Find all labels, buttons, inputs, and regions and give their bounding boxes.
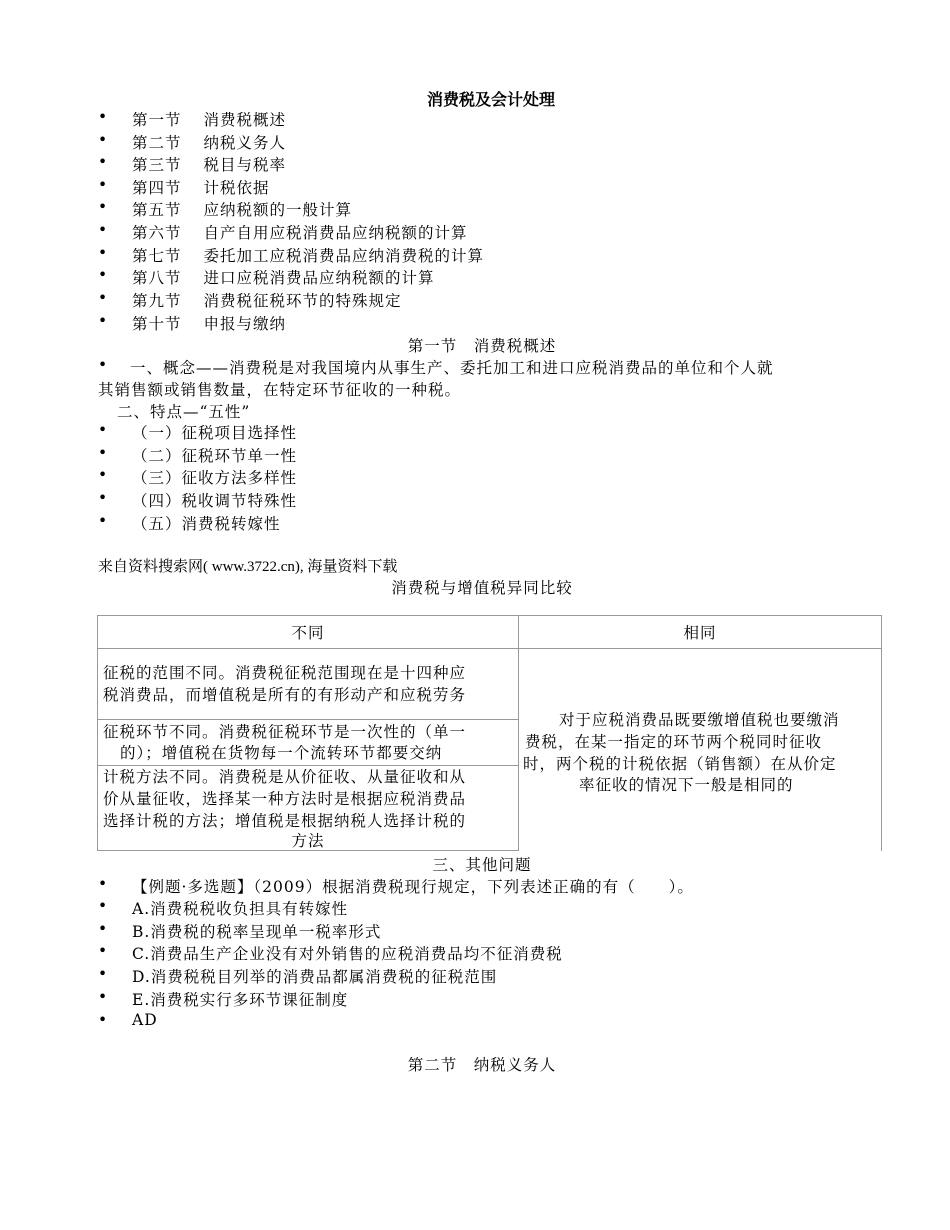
diff-cell-scope: 征税的范围不同。消费税征税范围现在是十四种应 税消费品，而增值税是所有的有形动产和应税劳务 xyxy=(97,648,519,720)
source-note: 来自资料搜索网( www.3722.cn), 海量资料下载 xyxy=(98,559,398,575)
header-cell-same: 相同 xyxy=(518,615,882,649)
concept-text-line2: 其销售额或销售数量，在特定环节征收的一种税。 xyxy=(98,381,462,399)
diff-cell-method: 计税方法不同。消费税是从价征收、从量征收和从 价从量征收，选择某一种方法时是根据应税消费品 选择计税的方法；增值税是根据纳税人选择计税的 方法 xyxy=(97,765,519,851)
same-cell: 对于应税消费品既要缴增值税也要缴消 费税，在某一指定的环节两个税同时征收 时，两个税的计税依据（销售额）在从价定 率征收的情况下一般是相同的 xyxy=(518,648,882,851)
section-heading-other: 三、其他问题 xyxy=(432,856,532,874)
section-heading: 第一节 消费税概述 xyxy=(407,337,557,355)
bullet-dot: • xyxy=(98,356,108,374)
features-heading: 二、特点—“五性” xyxy=(117,403,251,421)
table-caption: 消费税与增值税异同比较 xyxy=(391,579,573,597)
section2-heading: 第二节 纳税义务人 xyxy=(407,1056,557,1074)
concept-text-line1: 一、概念——消费税是对我国境内从事生产、委托加工和进口应税消费品的单位和个人就 xyxy=(130,359,774,377)
document-title: 消费税及会计处理 xyxy=(426,90,555,109)
header-cell-diff: 不同 xyxy=(97,615,519,649)
diff-cell-stage: 征税环节不同。消费税征税环节是一次性的（单一 的）；增值税在货物每一个流转环节都要交纳 xyxy=(97,719,519,766)
